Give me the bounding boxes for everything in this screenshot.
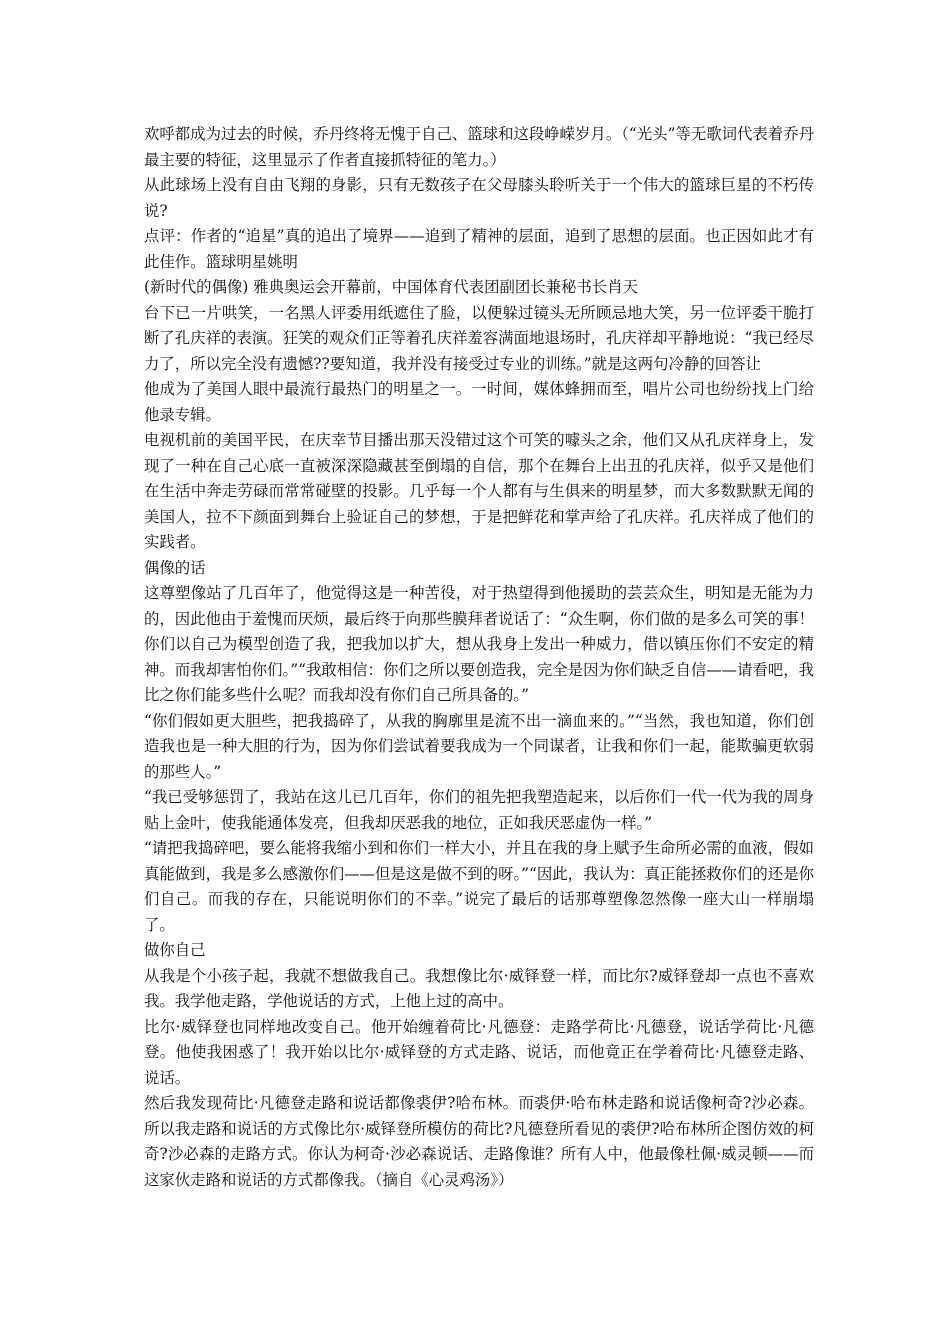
paragraph-9: 这尊塑像站了几百年了，他觉得这是一种苦役，对于热望得到他援助的芸芸众生，明知是无能为力的，因此他由于羞愧而厌烦，最后终于向那些膜拜者说话了：“众生啊，你们做的是多么可笑的事！你们以自己为模型创造了我，把我加以扩大，想从我身上发出一种威力，借以镇压你们不安定的精神。而我却害怕你们。”“我敢相信：你们之所以要创造我，完全是因为你们缺乏自信——请看吧，我比之你们能多些什么呢？而我却没有你们自己所具备的。” — [144, 584, 814, 704]
paragraph-7: 电视机前的美国平民，在庆幸节目播出那天没错过这个可笑的噱头之余，他们又从孔庆祥身上，发现了一种在自己心底一直被深深隐藏甚至倒塌的自信，那个在舞台上出丑的孔庆祥，似乎又是他们在生活中奔走劳碌而常常碰壁的投影。几乎每一个人都有与生俱来的明星梦，而大多数默默无闻的美国人，拉不下颜面到舞台上验证自己的梦想，于是把鲜花和掌声给了孔庆祥。孔庆祥成了他们的实践者。 — [144, 431, 814, 551]
paragraph-14: 从我是个小孩子起，我就不想做我自己。我想像比尔·威铎登一样，而比尔?威铎登却一点也不喜欢我。我学他走路，学他说话的方式，上他上过的高中。 — [144, 966, 814, 1010]
paragraph-15: 比尔·威铎登也同样地改变自己。他开始缠着荷比·凡德登：走路学荷比·凡德登，说话学荷比·凡德登。他使我困惑了！我开始以比尔·威铎登的方式走路、说话，而他竟正在学着荷比·凡德登走路、说话。 — [144, 1017, 814, 1087]
paragraph-4: (新时代的偶像) 雅典奥运会开幕前，中国体育代表团副团长兼秘书长肖天 — [144, 278, 639, 296]
paragraph-16: 然后我发现荷比·凡德登走路和说话都像裘伊?哈布林。而裘伊·哈布林走路和说话像柯奇?沙必森。所以我走路和说话的方式像比尔·威铎登所模仿的荷比?凡德登所看见的裘伊?哈布林所企图仿效的柯奇?沙必森的走路方式。你认为柯奇·沙必森说话、走路像谁？所有人中，他最像杜佩·威灵顿——而这家伙走路和说话的方式都像我。（摘自《心灵鸡汤》） — [144, 1094, 814, 1189]
paragraph-11: “我已受够惩罚了，我站在这儿已几百年，你们的祖先把我塑造起来，以后你们一代一代为我的周身贴上金叶，使我能通体发亮，但我却厌恶我的地位，正如我厌恶虚伪一样。” — [144, 788, 814, 832]
paragraph-10: “你们假如更大胆些，把我捣碎了，从我的胸廓里是流不出一滴血来的。”“当然，我也知道，你们创造我也是一种大胆的行为，因为你们尝试着要我成为一个同谋者，让我和你们一起，能欺骗更软弱的那些人。” — [144, 711, 814, 781]
paragraph-1: 欢呼都成为过去的时候，乔丹终将无愧于自己、篮球和这段峥嵘岁月。（“光头”等无歌词代表着乔丹最主要的特征，这里显示了作者直接抓特征的笔力。） — [144, 125, 814, 169]
document-body — [144, 122, 814, 1193]
paragraph-3: 点评：作者的“追星”真的追出了境界——追到了精神的层面，追到了思想的层面。也正因如此才有此佳作。篮球明星姚明 — [144, 227, 814, 271]
paragraph-5: 台下已一片哄笑，一名黑人评委用纸遮住了脸，以便躲过镜头无所顾忌地大笑，另一位评委干脆打断了孔庆祥的表演。狂笑的观众们正等着孔庆祥羞容满面地退场时，孔庆祥却平静地说：“我已经尽力了，所以完全没有遗憾??要知道，我并没有接受过专业的训练。”就是这两句冷静的回答让 — [144, 303, 814, 373]
paragraph-6: 他成为了美国人眼中最流行最热门的明星之一。一时间，媒体蜂拥而至，唱片公司也纷纷找上门给他录专辑。 — [144, 380, 814, 424]
paragraph-2: 从此球场上没有自由飞翔的身影，只有无数孩子在父母膝头聆听关于一个伟大的篮球巨星的不朽传说? — [144, 176, 814, 220]
section-heading-idol-words: 偶像的话 — [144, 558, 206, 577]
paragraph-12: “请把我捣碎吧，要么能将我缩小到和你们一样大小，并且在我的身上赋予生命所必需的血液，假如真能做到，我是多么感激你们——但是这是做不到的呀。”“因此，我认为：真正能拯救你们的还是你们自己。而我的存在，只能说明你们的不幸。”说完了最后的话那尊塑像忽然像一座大山一样崩塌了。 — [144, 839, 814, 934]
section-heading-be-yourself: 做你自己 — [144, 941, 206, 959]
